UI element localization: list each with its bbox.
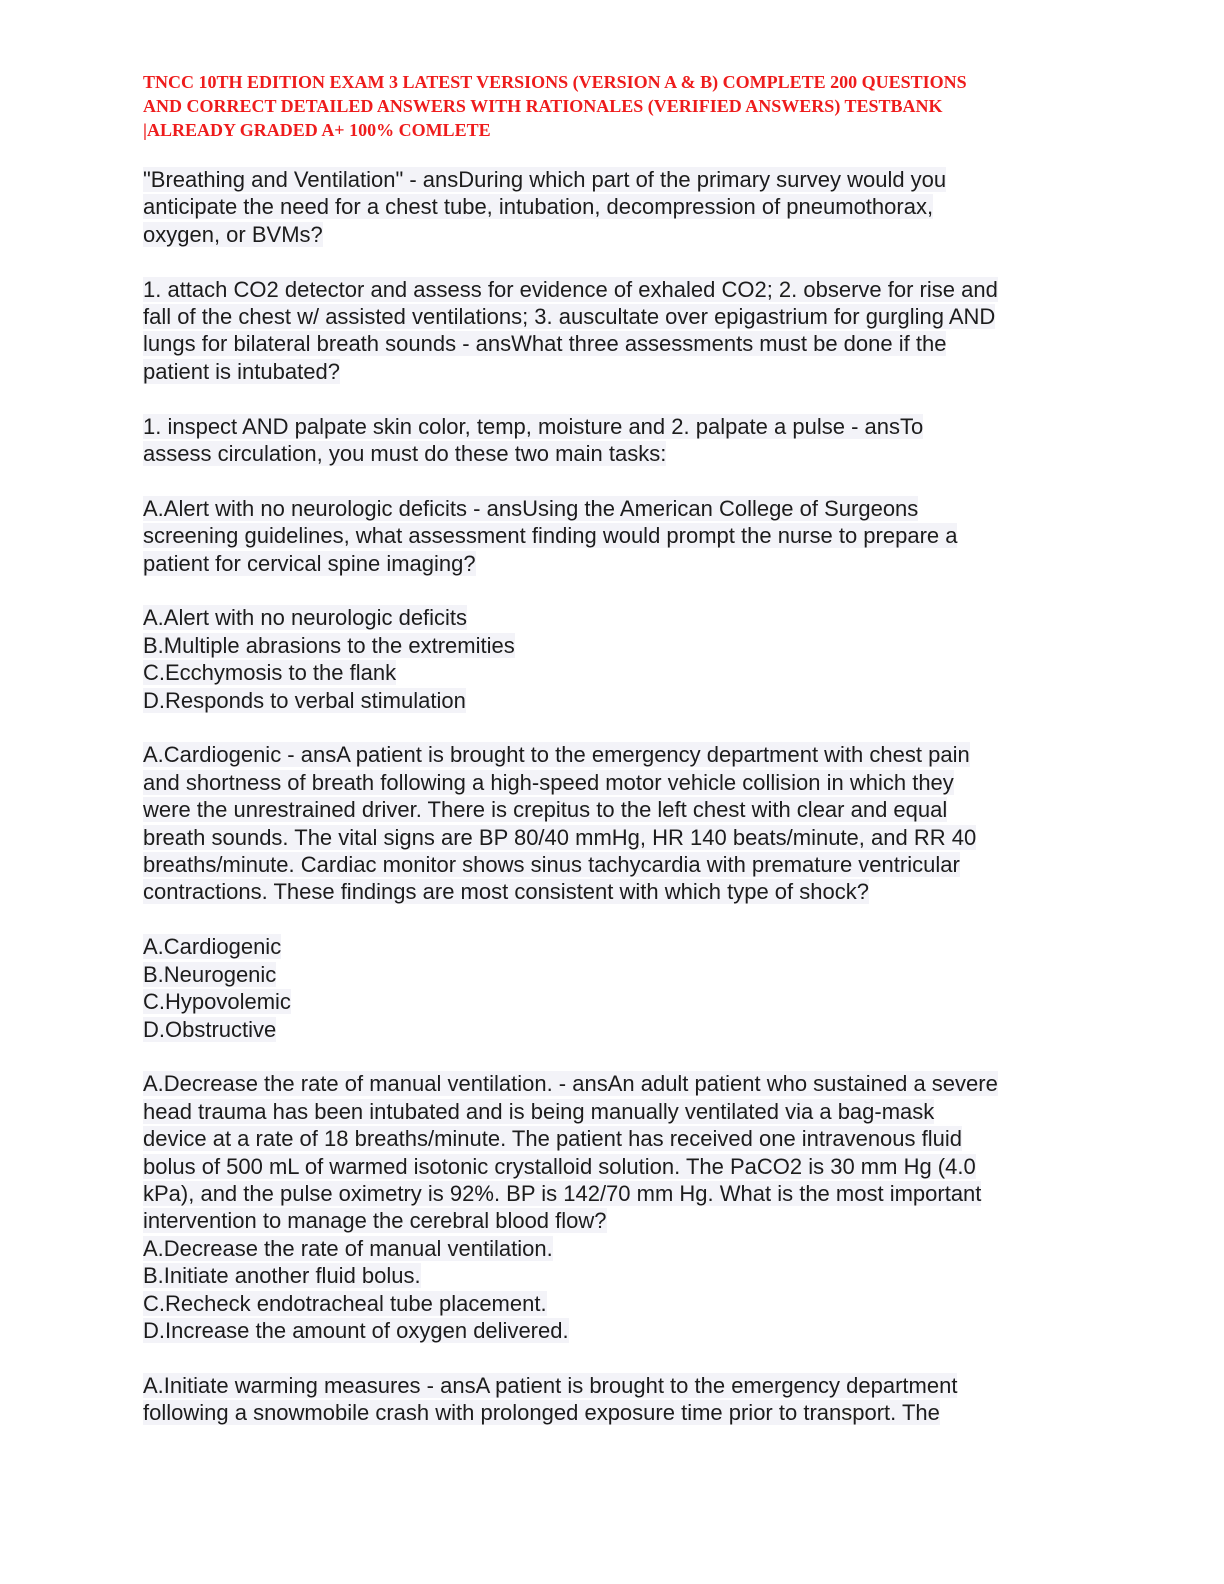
document-title [143, 70, 1083, 142]
text-line [143, 1235, 1103, 1262]
text-line [143, 1153, 1103, 1180]
text-line-content: A.Cardiogenic [143, 934, 282, 960]
text-line [143, 1207, 1103, 1234]
text-line-content: A.Alert with no neurologic deficits - ansUsing the American College of Surgeons [143, 495, 919, 521]
qa-block [143, 741, 1103, 905]
text-line [143, 1125, 1103, 1152]
document-body [143, 166, 1103, 1427]
text-line [143, 687, 1103, 714]
title-line: TNCC 10TH EDITION EXAM 3 LATEST VERSIONS (VERSION A & B) COMPLETE 200 QUESTIONS [143, 72, 967, 92]
text-line-content: lungs for bilateral breath sounds - ansWhat three assessments must be done if the [143, 331, 947, 357]
text-line [143, 413, 1103, 440]
qa-block [143, 933, 1103, 1043]
text-line-content: D.Responds to verbal stimulation [143, 687, 466, 713]
text-line [143, 1317, 1103, 1344]
text-line-content: A.Decrease the rate of manual ventilation. - ansAn adult patient who sustained a severe [143, 1071, 998, 1097]
text-line [143, 632, 1103, 659]
text-line [143, 1070, 1103, 1097]
text-line-content: and shortness of breath following a high-speed motor vehicle collision in which they [143, 769, 954, 795]
text-line-content: C.Hypovolemic [143, 989, 291, 1015]
text-line-content: assess circulation, you must do these two main tasks: [143, 441, 667, 467]
title-line: |ALREADY GRADED A+ 100% COMLETE [143, 120, 491, 140]
text-line-content: 1. attach CO2 detector and assess for evidence of exhaled CO2; 2. observe for rise and [143, 276, 998, 302]
text-line [143, 166, 1103, 193]
text-line-content: kPa), and the pulse oximetry is 92%. BP is 142/70 mm Hg. What is the most important [143, 1180, 982, 1206]
text-line [143, 1262, 1103, 1289]
text-line-content: A.Decrease the rate of manual ventilation. [143, 1235, 553, 1261]
qa-block [143, 166, 1103, 248]
text-line [143, 440, 1103, 467]
text-line [143, 769, 1103, 796]
text-line [143, 1016, 1103, 1043]
text-line [143, 824, 1103, 851]
text-line [143, 221, 1103, 248]
text-line-content: C.Recheck endotracheal tube placement. [143, 1290, 547, 1316]
text-line [143, 358, 1103, 385]
text-line-content: "Breathing and Ventilation" - ansDuring which part of the primary survey would you [143, 167, 947, 192]
qa-block [143, 495, 1103, 577]
text-line-content: device at a rate of 18 breaths/minute. The patient has received one intravenous fluid [143, 1126, 962, 1152]
text-line [143, 330, 1103, 357]
qa-block [143, 1372, 1103, 1427]
text-line [143, 193, 1103, 220]
text-line-content: patient is intubated? [143, 358, 340, 384]
text-line [143, 276, 1103, 303]
text-line [143, 851, 1103, 878]
text-line-content: A.Cardiogenic - ansA patient is brought to the emergency department with chest pain [143, 742, 970, 768]
text-line [143, 495, 1103, 522]
text-line-content: intervention to manage the cerebral blood flow? [143, 1208, 607, 1234]
text-line-content: B.Multiple abrasions to the extremities [143, 632, 515, 658]
qa-block [143, 1070, 1103, 1344]
text-line [143, 796, 1103, 823]
text-line-content: A.Initiate warming measures - ansA patient is brought to the emergency department [143, 1372, 958, 1398]
text-line [143, 878, 1103, 905]
text-line-content: were the unrestrained driver. There is crepitus to the left chest with clear and equal [143, 797, 948, 823]
text-line-content: breaths/minute. Cardiac monitor shows sinus tachycardia with premature ventricular [143, 852, 960, 878]
text-line [143, 659, 1103, 686]
text-line-content: B.Neurogenic [143, 961, 277, 987]
text-line-content: A.Alert with no neurologic deficits [143, 605, 468, 631]
text-line-content: bolus of 500 mL of warmed isotonic crystalloid solution. The PaCO2 is 30 mm Hg (4.0 [143, 1153, 976, 1179]
text-line [143, 961, 1103, 988]
text-line-content: head trauma has been intubated and is being manually ventilated via a bag-mask [143, 1098, 935, 1124]
qa-block [143, 604, 1103, 714]
qa-block [143, 413, 1103, 468]
text-line [143, 1372, 1103, 1399]
text-line [143, 988, 1103, 1015]
text-line [143, 1098, 1103, 1125]
text-line [143, 550, 1103, 577]
text-line-content: B.Initiate another fluid bolus. [143, 1263, 421, 1289]
text-line-content: contractions. These findings are most consistent with which type of shock? [143, 879, 869, 905]
text-line [143, 933, 1103, 960]
qa-block [143, 276, 1103, 386]
text-line [143, 1290, 1103, 1317]
text-line-content: 1. inspect AND palpate skin color, temp, moisture and 2. palpate a pulse - ansTo [143, 413, 924, 439]
text-line-content: C.Ecchymosis to the flank [143, 660, 397, 686]
text-line [143, 604, 1103, 631]
text-line-content: following a snowmobile crash with prolonged exposure time prior to transport. The [143, 1400, 940, 1426]
text-line-content: patient for cervical spine imaging? [143, 550, 476, 576]
text-line [143, 741, 1103, 768]
text-line [143, 303, 1103, 330]
text-line-content: fall of the chest w/ assisted ventilations; 3. auscultate over epigastrium for gurgling AND [143, 304, 996, 330]
title-line: AND CORRECT DETAILED ANSWERS WITH RATIONALES (VERIFIED ANSWERS) TESTBANK [143, 96, 943, 116]
text-line-content: oxygen, or BVMs? [143, 221, 323, 247]
text-line-content: D.Increase the amount of oxygen delivered. [143, 1317, 569, 1343]
text-line [143, 522, 1103, 549]
text-line-content: anticipate the need for a chest tube, intubation, decompression of pneumothorax, [143, 194, 934, 220]
text-line [143, 1399, 1103, 1426]
text-line [143, 1180, 1103, 1207]
text-line-content: D.Obstructive [143, 1016, 277, 1042]
text-line-content: screening guidelines, what assessment finding would prompt the nurse to prepare a [143, 523, 958, 549]
text-line-content: breath sounds. The vital signs are BP 80/40 mmHg, HR 140 beats/minute, and RR 40 [143, 824, 977, 850]
